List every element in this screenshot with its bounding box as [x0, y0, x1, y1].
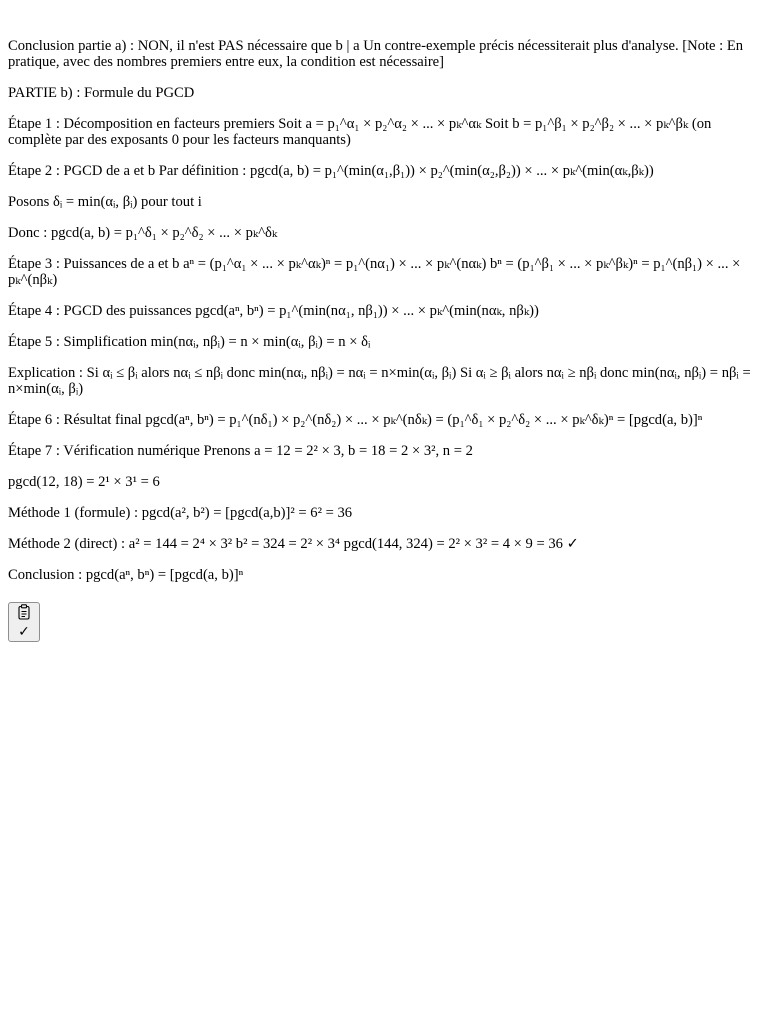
- part-b-heading: PARTIE b) : Formule du PGCD: [8, 85, 195, 101]
- step-2: Étape 2 : PGCD de a et b Par définition : pgcd(a, b) = p₁^(min(α₁,β₁)) × p₂^(min(α₂,β₂)) × ... × pₖ^(min(αₖ,βₖ)): [8, 163, 654, 179]
- final-conclusion: Conclusion : pgcd(aⁿ, bⁿ) = [pgcd(a, b)]ⁿ: [8, 567, 244, 583]
- checkmark-icon: ✓: [18, 624, 30, 640]
- step-3: Étape 3 : Puissances de a et b aⁿ = (p₁^α₁ × ... × pₖ^αₖ)ⁿ = p₁^(nα₁) × ... × pₖ^(nαₖ) bⁿ = (p₁^β₁ × ... × pₖ^βₖ)ⁿ = p₁^(nβ₁) × ... × pₖ^(nβₖ): [8, 256, 741, 288]
- gcd-12-18: pgcd(12, 18) = 2¹ × 3¹ = 6: [8, 474, 160, 490]
- solution-text: [8, 38, 760, 598]
- step-4: Étape 4 : PGCD des puissances pgcd(aⁿ, bⁿ) = p₁^(min(nα₁, nβ₁)) × ... × pₖ^(min(nαₖ, nβₖ)): [8, 303, 539, 319]
- method-1: Méthode 1 (formule) : pgcd(a², b²) = [pgcd(a,b)]² = 6² = 36: [8, 505, 353, 521]
- method-2: Méthode 2 (direct) : a² = 144 = 2⁴ × 3² b² = 324 = 2² × 3⁴ pgcd(144, 324) = 2² × 3² = 4 × 9 = 36 ✓: [8, 536, 579, 552]
- copy-button[interactable]: [8, 602, 40, 642]
- delta-definition: Posons δᵢ = min(αᵢ, βᵢ) pour tout i: [8, 194, 202, 210]
- step-5: Étape 5 : Simplification min(nαᵢ, nβᵢ) = n × min(αᵢ, βᵢ) = n × δᵢ: [8, 334, 371, 350]
- gcd-expression: Donc : pgcd(a, b) = p₁^δ₁ × p₂^δ₂ × ... × pₖ^δₖ: [8, 225, 278, 241]
- explanation: Explication : Si αᵢ ≤ βᵢ alors nαᵢ ≤ nβᵢ donc min(nαᵢ, nβᵢ) = nαᵢ = n×min(αᵢ, βᵢ) Si αᵢ ≥ βᵢ alors nαᵢ ≥ nβᵢ donc min(nαᵢ, nβᵢ) = nβᵢ = n×min(αᵢ, βᵢ): [8, 365, 751, 397]
- step-7: Étape 7 : Vérification numérique Prenons a = 12 = 2² × 3, b = 18 = 2 × 3², n = 2: [8, 443, 473, 459]
- clipboard-icon: [17, 604, 31, 624]
- step-1: Étape 1 : Décomposition en facteurs premiers Soit a = p₁^α₁ × p₂^α₂ × ... × pₖ^αₖ Soit b = p₁^β₁ × p₂^β₂ × ... × pₖ^βₖ (on complète par des exposants 0 pour les facteurs manquants): [8, 116, 712, 148]
- conclusion-part-a: Conclusion partie a) : NON, il n'est PAS nécessaire que b | a Un contre-exemple précis nécessiterait plus d'analyse. [Note : En pratique, avec des nombres premiers entre eux, la condition est nécessaire]: [8, 38, 744, 70]
- step-6: Étape 6 : Résultat final pgcd(aⁿ, bⁿ) = p₁^(nδ₁) × p₂^(nδ₂) × ... × pₖ^(nδₖ) = (p₁^δ₁ × p₂^δ₂ × ... × pₖ^δₖ)ⁿ = [pgcd(a, b)]ⁿ: [8, 412, 703, 428]
